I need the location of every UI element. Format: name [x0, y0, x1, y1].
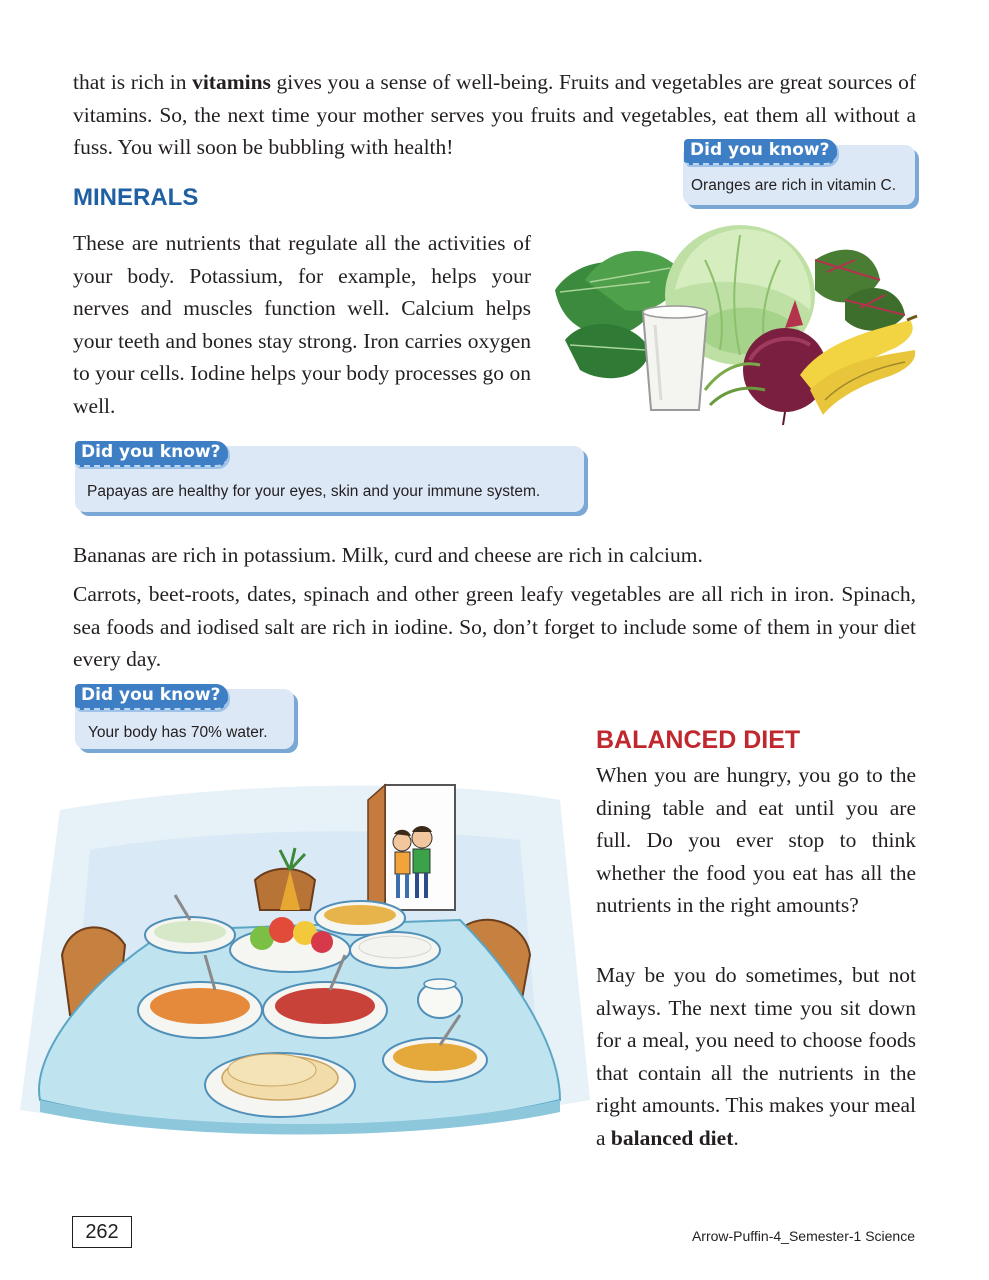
- bananas-paragraph: Bananas are rich in potassium. Milk, curd and cheese are rich in calcium.: [73, 543, 703, 567]
- book-title-footer: Arrow-Puffin-4_Semester-1 Science: [691, 1228, 915, 1244]
- did-you-know-tab-oranges: Did you know?: [684, 139, 837, 165]
- did-you-know-tab-papayas: Did you know?: [75, 441, 228, 467]
- dining-table-illustration: [0, 770, 595, 1145]
- page-number: 262: [72, 1216, 132, 1248]
- balanced-diet-text-2: .: [733, 1125, 739, 1150]
- did-you-know-tab-water: Did you know?: [75, 684, 228, 710]
- minerals-heading: MINERALS: [73, 184, 199, 211]
- did-you-know-text-water: Your body has 70% water.: [88, 724, 268, 741]
- vegetables-milk-illustration: [545, 220, 925, 425]
- intro-bold-vitamins: vitamins: [192, 70, 271, 94]
- did-you-know-text-papayas: Papayas are healthy for your eyes, skin and your immune system.: [87, 483, 541, 500]
- did-you-know-text-oranges: Oranges are rich in vitamin C.: [691, 177, 897, 194]
- intro-text-2: gives you a sense of well-being. Fruits and vegetables are great sources of vitamins. So, the next time your mother serves you fruits and vegetables, eat them all without a fuss. You will soon be bubbling with health!: [73, 70, 916, 159]
- iron-iodine-paragraph: Carrots, beet-roots, dates, spinach and other green leafy vegetables are all rich in iron. Spinach, sea foods and iodised salt are rich in iodine. So, don’t forget to include some of them in your diet every day.: [73, 582, 916, 671]
- minerals-paragraph: These are nutrients that regulate all the activities of your body. Potassium, for example, helps your nerves and muscles function well. Calcium helps your teeth and bones stay strong. Iron carries oxygen to your cells. Iodine helps your body processes go on well.: [73, 231, 531, 418]
- balanced-diet-bold: balanced diet: [610, 1125, 734, 1150]
- intro-text-1: that is rich in: [73, 70, 193, 94]
- balanced-diet-paragraph-1: When you are hungry, you go to the dining table and eat until you are full. Do you ever stop to think whether the food you eat has all the nutrients in the right amounts?: [596, 763, 916, 917]
- balanced-diet-text-1: May be you do sometimes, but not always. The next time you sit down for a meal, you need to choose foods that contain all the nutrients in the right amounts. This makes your meal a: [596, 963, 916, 1150]
- balanced-diet-heading: BALANCED DIET: [596, 726, 801, 754]
- balanced-diet-paragraph-2: [596, 959, 916, 1154]
